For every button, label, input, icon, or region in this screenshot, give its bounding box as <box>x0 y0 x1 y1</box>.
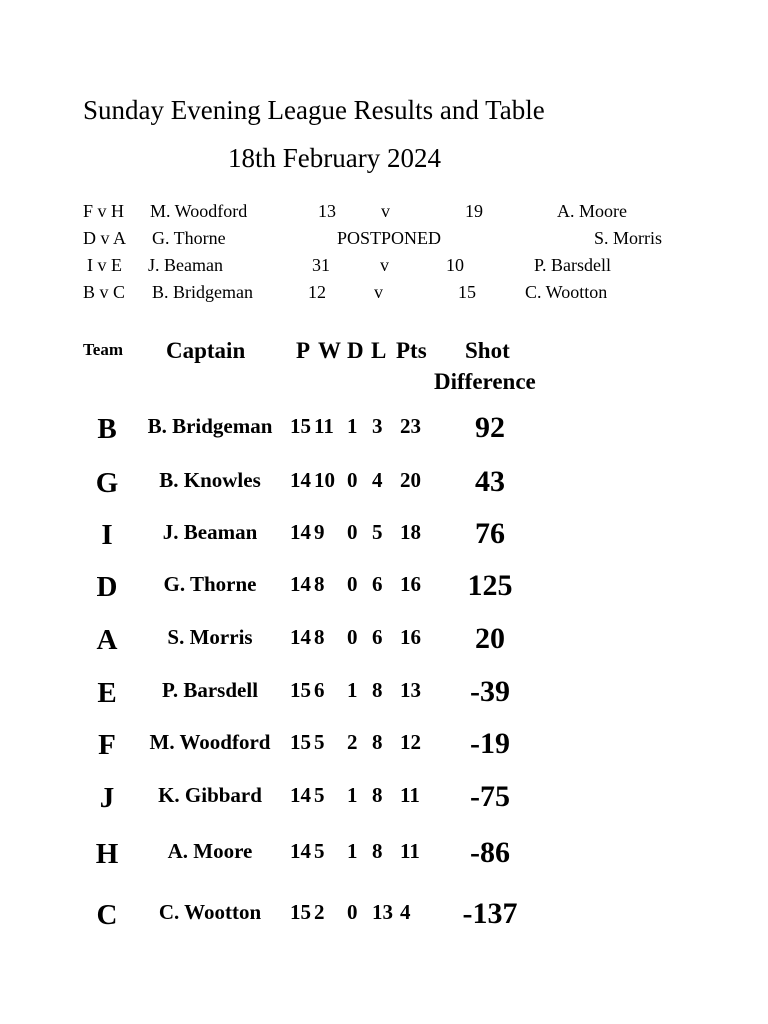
lost: 4 <box>372 468 383 492</box>
header-captain: Captain <box>166 338 246 363</box>
team-letter: H <box>95 838 119 870</box>
versus: v <box>381 201 390 221</box>
team-letter: D <box>96 571 118 603</box>
drawn: 1 <box>347 414 358 438</box>
shot-difference: -19 <box>470 727 510 760</box>
shot-difference: -137 <box>462 897 518 930</box>
team-letter: I <box>101 519 113 551</box>
captain-name: B. Knowles <box>159 468 261 492</box>
home-captain: B. Bridgeman <box>152 282 253 302</box>
points: 18 <box>400 520 421 544</box>
away-captain: S. Morris <box>594 228 663 248</box>
away-score: 15 <box>458 282 476 302</box>
won: 6 <box>314 678 325 702</box>
played: 15 <box>290 678 311 702</box>
header-w: W <box>318 338 341 363</box>
lost: 8 <box>372 783 383 807</box>
fixture: D v A <box>83 228 127 248</box>
home-score: 12 <box>308 282 326 302</box>
team-letter: B <box>97 413 117 445</box>
drawn: 0 <box>347 468 358 492</box>
away-captain: C. Wootton <box>525 282 608 302</box>
captain-name: S. Morris <box>167 625 253 649</box>
header-shot: Shot <box>465 338 510 363</box>
points: 20 <box>400 468 421 492</box>
header-p: P <box>296 338 311 363</box>
fixture: B v C <box>83 282 126 302</box>
captain-name: K. Gibbard <box>158 783 262 807</box>
team-letter: A <box>96 624 118 656</box>
header-team: Team <box>83 340 123 359</box>
team-letter: C <box>96 899 118 931</box>
team-letter: E <box>97 677 117 709</box>
drawn: 0 <box>347 572 358 596</box>
points: 16 <box>400 625 421 649</box>
played: 15 <box>290 900 311 924</box>
played: 14 <box>290 839 311 863</box>
header-difference: Difference <box>434 369 536 394</box>
points: 4 <box>400 900 411 924</box>
lost: 5 <box>372 520 383 544</box>
home-score: 13 <box>318 201 336 221</box>
team-letter: F <box>98 729 116 761</box>
lost: 3 <box>372 414 383 438</box>
shot-difference: -39 <box>470 675 510 708</box>
home-captain: G. Thorne <box>152 228 226 248</box>
played: 15 <box>290 730 311 754</box>
points: 16 <box>400 572 421 596</box>
won: 9 <box>314 520 325 544</box>
played: 14 <box>290 520 311 544</box>
won: 8 <box>314 572 325 596</box>
drawn: 1 <box>347 783 358 807</box>
won: 11 <box>314 414 334 438</box>
captain-name: G. Thorne <box>163 572 257 596</box>
result-status: POSTPONED <box>337 228 442 248</box>
points: 12 <box>400 730 421 754</box>
shot-difference: -86 <box>470 836 510 869</box>
points: 11 <box>400 783 420 807</box>
versus: v <box>380 255 389 275</box>
played: 14 <box>290 468 311 492</box>
shot-difference: 20 <box>475 622 505 655</box>
shot-difference: -75 <box>470 780 510 813</box>
captain-name: M. Woodford <box>149 730 271 754</box>
played: 15 <box>290 414 311 438</box>
won: 5 <box>314 730 325 754</box>
shot-difference: 43 <box>475 465 505 498</box>
away-captain: A. Moore <box>557 201 627 221</box>
page-date: 18th February 2024 <box>228 143 441 173</box>
shot-difference: 76 <box>475 517 505 550</box>
points: 11 <box>400 839 420 863</box>
fixture: F v H <box>83 201 125 221</box>
drawn: 0 <box>347 900 358 924</box>
header-l: L <box>371 338 387 363</box>
team-letter: G <box>95 467 119 499</box>
drawn: 0 <box>347 625 358 649</box>
header-pts: Pts <box>396 338 427 363</box>
away-score: 19 <box>465 201 483 221</box>
home-score: 31 <box>312 255 330 275</box>
captain-name: P. Barsdell <box>161 678 259 702</box>
captain-name: C. Wootton <box>158 900 262 924</box>
versus: v <box>374 282 383 302</box>
home-captain: M. Woodford <box>150 201 248 221</box>
lost: 8 <box>372 839 383 863</box>
played: 14 <box>290 625 311 649</box>
home-captain: J. Beaman <box>148 255 223 275</box>
played: 14 <box>290 783 311 807</box>
shot-difference: 92 <box>475 411 505 444</box>
won: 5 <box>314 783 325 807</box>
drawn: 2 <box>347 730 358 754</box>
captain-name: A. Moore <box>167 839 253 863</box>
points: 13 <box>400 678 421 702</box>
page-title: Sunday Evening League Results and Table <box>83 95 545 125</box>
drawn: 1 <box>347 678 358 702</box>
captain-name: J. Beaman <box>162 520 258 544</box>
drawn: 0 <box>347 520 358 544</box>
won: 8 <box>314 625 325 649</box>
captain-name: B. Bridgeman <box>147 414 273 438</box>
lost: 6 <box>372 625 383 649</box>
points: 23 <box>400 414 421 438</box>
won: 5 <box>314 839 325 863</box>
shot-difference: 125 <box>467 569 513 602</box>
team-letter: J <box>99 782 115 814</box>
won: 10 <box>314 468 335 492</box>
lost: 8 <box>372 730 383 754</box>
won: 2 <box>314 900 325 924</box>
header-d: D <box>347 338 364 363</box>
played: 14 <box>290 572 311 596</box>
lost: 13 <box>372 900 393 924</box>
lost: 6 <box>372 572 383 596</box>
away-score: 10 <box>446 255 464 275</box>
lost: 8 <box>372 678 383 702</box>
fixture: I v E <box>87 255 122 275</box>
away-captain: P. Barsdell <box>534 255 612 275</box>
drawn: 1 <box>347 839 358 863</box>
